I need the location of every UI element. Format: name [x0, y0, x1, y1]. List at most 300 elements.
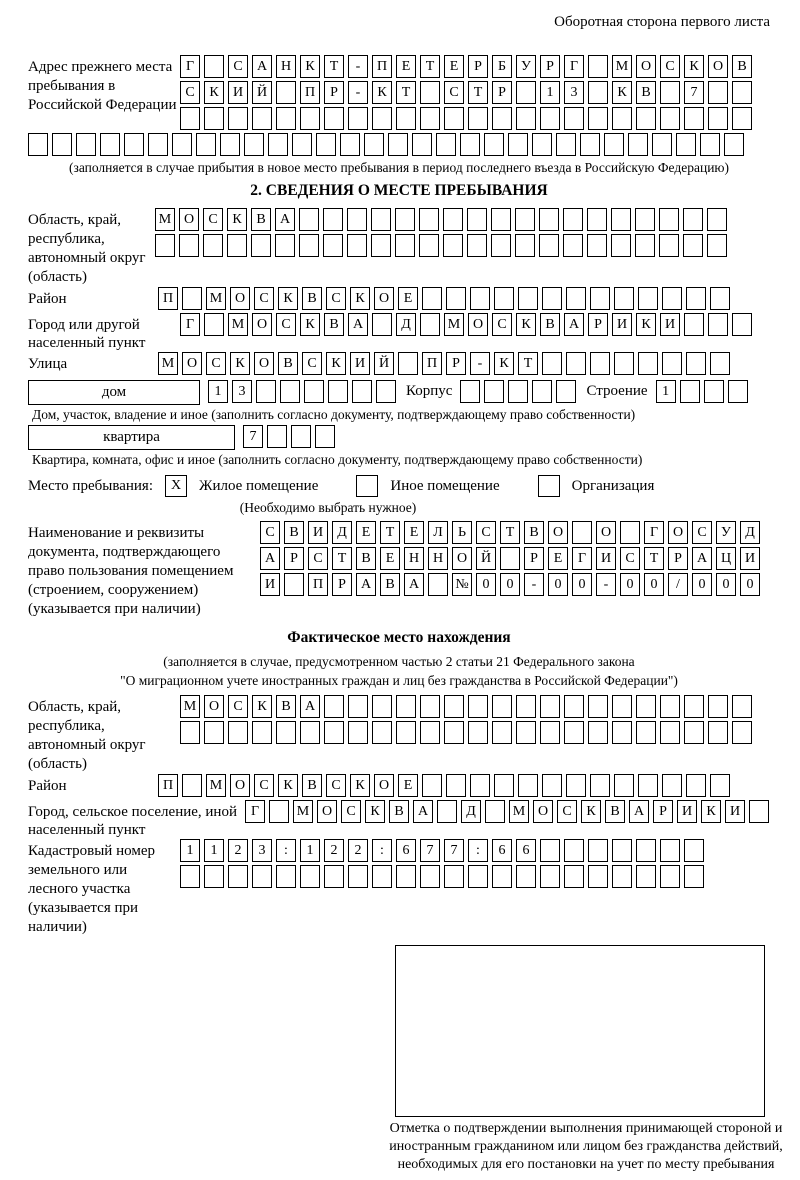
char-box[interactable]: [542, 287, 562, 310]
char-box[interactable]: [252, 721, 272, 744]
char-box[interactable]: [662, 774, 682, 797]
char-box[interactable]: Г: [564, 55, 584, 78]
char-box[interactable]: [276, 81, 296, 104]
char-box[interactable]: 1: [300, 839, 320, 862]
char-box[interactable]: К: [350, 287, 370, 310]
char-box[interactable]: [566, 352, 586, 375]
char-box[interactable]: [204, 721, 224, 744]
char-box[interactable]: [614, 774, 634, 797]
char-box[interactable]: [420, 721, 440, 744]
char-box[interactable]: [564, 839, 584, 862]
char-box[interactable]: [564, 865, 584, 888]
char-box[interactable]: К: [278, 287, 298, 310]
char-box[interactable]: [396, 107, 416, 130]
char-box[interactable]: [491, 208, 511, 231]
char-box[interactable]: М: [509, 800, 529, 823]
char-box[interactable]: [340, 133, 360, 156]
char-box[interactable]: [652, 133, 672, 156]
char-box[interactable]: М: [180, 695, 200, 718]
char-box[interactable]: [328, 380, 348, 403]
house-type-cell[interactable]: дом: [28, 380, 200, 405]
char-box[interactable]: [412, 133, 432, 156]
char-box[interactable]: [660, 839, 680, 862]
char-box[interactable]: А: [252, 55, 272, 78]
char-box[interactable]: Р: [284, 547, 304, 570]
char-box[interactable]: Д: [461, 800, 481, 823]
char-box[interactable]: [372, 721, 392, 744]
char-box[interactable]: [580, 133, 600, 156]
cadastre-row-1[interactable]: [180, 839, 770, 862]
char-box[interactable]: [539, 208, 559, 231]
char-box[interactable]: [662, 287, 682, 310]
char-box[interactable]: [542, 352, 562, 375]
char-box[interactable]: Р: [668, 547, 688, 570]
char-box[interactable]: [428, 573, 448, 596]
char-box[interactable]: [532, 133, 552, 156]
char-box[interactable]: -: [470, 352, 490, 375]
char-box[interactable]: [444, 721, 464, 744]
char-box[interactable]: [638, 352, 658, 375]
actual-region-row-2[interactable]: [180, 721, 770, 744]
char-box[interactable]: И: [308, 521, 328, 544]
char-box[interactable]: А: [413, 800, 433, 823]
char-box[interactable]: [315, 425, 335, 448]
char-box[interactable]: [660, 107, 680, 130]
char-box[interactable]: [508, 133, 528, 156]
char-box[interactable]: [291, 425, 311, 448]
char-box[interactable]: Р: [492, 81, 512, 104]
char-box[interactable]: А: [260, 547, 280, 570]
char-box[interactable]: П: [422, 352, 442, 375]
prev-address-row-2[interactable]: [180, 81, 770, 104]
char-box[interactable]: :: [276, 839, 296, 862]
char-box[interactable]: [659, 208, 679, 231]
char-box[interactable]: С: [254, 287, 274, 310]
char-box[interactable]: И: [612, 313, 632, 336]
char-box[interactable]: О: [182, 352, 202, 375]
char-box[interactable]: [467, 208, 487, 231]
char-box[interactable]: [172, 133, 192, 156]
char-box[interactable]: [612, 107, 632, 130]
char-box[interactable]: Й: [476, 547, 496, 570]
char-box[interactable]: Й: [252, 81, 272, 104]
char-box[interactable]: [203, 234, 223, 257]
char-box[interactable]: Е: [444, 55, 464, 78]
char-box[interactable]: [155, 234, 175, 257]
char-box[interactable]: [614, 287, 634, 310]
char-box[interactable]: [179, 234, 199, 257]
char-box[interactable]: 6: [396, 839, 416, 862]
char-box[interactable]: С: [444, 81, 464, 104]
char-box[interactable]: М: [444, 313, 464, 336]
char-box[interactable]: У: [716, 521, 736, 544]
char-box[interactable]: Е: [396, 55, 416, 78]
char-box[interactable]: [76, 133, 96, 156]
char-box[interactable]: Р: [540, 55, 560, 78]
char-box[interactable]: В: [389, 800, 409, 823]
char-box[interactable]: К: [227, 208, 247, 231]
char-box[interactable]: [460, 380, 480, 403]
char-box[interactable]: Д: [740, 521, 760, 544]
document-row-3[interactable]: [260, 573, 770, 596]
char-box[interactable]: С: [660, 55, 680, 78]
char-box[interactable]: [316, 133, 336, 156]
char-box[interactable]: Б: [492, 55, 512, 78]
char-box[interactable]: [684, 839, 704, 862]
char-box[interactable]: [28, 133, 48, 156]
char-box[interactable]: А: [356, 573, 376, 596]
char-box[interactable]: Р: [446, 352, 466, 375]
char-box[interactable]: [492, 865, 512, 888]
cadastre-row-2[interactable]: [180, 865, 770, 888]
char-box[interactable]: [124, 133, 144, 156]
char-box[interactable]: [300, 865, 320, 888]
char-box[interactable]: П: [372, 55, 392, 78]
char-box[interactable]: М: [158, 352, 178, 375]
char-box[interactable]: [227, 234, 247, 257]
char-box[interactable]: В: [278, 352, 298, 375]
char-box[interactable]: [686, 352, 706, 375]
char-box[interactable]: Т: [518, 352, 538, 375]
char-box[interactable]: С: [476, 521, 496, 544]
char-box[interactable]: [708, 81, 728, 104]
char-box[interactable]: 0: [476, 573, 496, 596]
char-box[interactable]: [684, 865, 704, 888]
char-box[interactable]: 7: [420, 839, 440, 862]
char-box[interactable]: [348, 107, 368, 130]
char-box[interactable]: И: [596, 547, 616, 570]
char-box[interactable]: Й: [374, 352, 394, 375]
char-box[interactable]: [468, 695, 488, 718]
char-box[interactable]: [300, 721, 320, 744]
char-box[interactable]: И: [350, 352, 370, 375]
char-box[interactable]: -: [348, 81, 368, 104]
char-box[interactable]: /: [668, 573, 688, 596]
char-box[interactable]: [684, 107, 704, 130]
char-box[interactable]: [732, 81, 752, 104]
char-box[interactable]: [749, 800, 769, 823]
char-box[interactable]: [491, 234, 511, 257]
char-box[interactable]: Е: [356, 521, 376, 544]
char-box[interactable]: [436, 133, 456, 156]
char-box[interactable]: П: [158, 774, 178, 797]
char-box[interactable]: С: [692, 521, 712, 544]
char-box[interactable]: Г: [245, 800, 265, 823]
char-box[interactable]: И: [660, 313, 680, 336]
char-box[interactable]: [732, 107, 752, 130]
char-box[interactable]: А: [275, 208, 295, 231]
char-box[interactable]: [588, 107, 608, 130]
stroenie-boxes[interactable]: [656, 380, 752, 403]
char-box[interactable]: [304, 380, 324, 403]
char-box[interactable]: В: [302, 774, 322, 797]
char-box[interactable]: [228, 107, 248, 130]
char-box[interactable]: [515, 234, 535, 257]
char-box[interactable]: [244, 133, 264, 156]
char-box[interactable]: В: [324, 313, 344, 336]
char-box[interactable]: [276, 107, 296, 130]
char-box[interactable]: К: [300, 55, 320, 78]
char-box[interactable]: [540, 721, 560, 744]
char-box[interactable]: [516, 81, 536, 104]
char-box[interactable]: [660, 865, 680, 888]
char-box[interactable]: №: [452, 573, 472, 596]
char-box[interactable]: А: [692, 547, 712, 570]
char-box[interactable]: Р: [332, 573, 352, 596]
char-box[interactable]: [182, 287, 202, 310]
char-box[interactable]: Р: [524, 547, 544, 570]
char-box[interactable]: [515, 208, 535, 231]
char-box[interactable]: К: [365, 800, 385, 823]
char-box[interactable]: В: [284, 521, 304, 544]
char-box[interactable]: Г: [644, 521, 664, 544]
char-box[interactable]: [683, 208, 703, 231]
char-box[interactable]: [564, 695, 584, 718]
char-box[interactable]: С: [180, 81, 200, 104]
char-box[interactable]: 1: [204, 839, 224, 862]
char-box[interactable]: [588, 695, 608, 718]
char-box[interactable]: В: [732, 55, 752, 78]
char-box[interactable]: [420, 695, 440, 718]
char-box[interactable]: В: [380, 573, 400, 596]
char-box[interactable]: [540, 107, 560, 130]
char-box[interactable]: И: [260, 573, 280, 596]
char-box[interactable]: [252, 865, 272, 888]
char-box[interactable]: [422, 287, 442, 310]
char-box[interactable]: 3: [232, 380, 252, 403]
char-box[interactable]: [324, 865, 344, 888]
char-box[interactable]: О: [230, 287, 250, 310]
char-box[interactable]: [540, 839, 560, 862]
char-box[interactable]: [587, 208, 607, 231]
char-box[interactable]: О: [668, 521, 688, 544]
char-box[interactable]: [492, 695, 512, 718]
char-box[interactable]: К: [326, 352, 346, 375]
actual-district-row[interactable]: [158, 774, 770, 797]
char-box[interactable]: К: [494, 352, 514, 375]
char-box[interactable]: О: [548, 521, 568, 544]
char-box[interactable]: [492, 721, 512, 744]
prev-address-row-overflow[interactable]: [28, 133, 770, 156]
char-box[interactable]: [276, 721, 296, 744]
char-box[interactable]: Г: [180, 55, 200, 78]
char-box[interactable]: 0: [548, 573, 568, 596]
char-box[interactable]: [323, 234, 343, 257]
char-box[interactable]: [256, 380, 276, 403]
char-box[interactable]: [518, 287, 538, 310]
char-box[interactable]: [268, 133, 288, 156]
char-box[interactable]: В: [605, 800, 625, 823]
char-box[interactable]: [572, 521, 592, 544]
char-box[interactable]: [684, 695, 704, 718]
char-box[interactable]: К: [516, 313, 536, 336]
char-box[interactable]: [590, 774, 610, 797]
char-box[interactable]: [388, 133, 408, 156]
char-box[interactable]: [563, 234, 583, 257]
char-box[interactable]: [204, 313, 224, 336]
char-box[interactable]: 0: [644, 573, 664, 596]
char-box[interactable]: [228, 721, 248, 744]
char-box[interactable]: [267, 425, 287, 448]
char-box[interactable]: [347, 208, 367, 231]
char-box[interactable]: [587, 234, 607, 257]
char-box[interactable]: В: [524, 521, 544, 544]
char-box[interactable]: [707, 234, 727, 257]
char-box[interactable]: 3: [252, 839, 272, 862]
char-box[interactable]: [708, 695, 728, 718]
char-box[interactable]: К: [701, 800, 721, 823]
char-box[interactable]: [468, 865, 488, 888]
char-box[interactable]: 7: [684, 81, 704, 104]
char-box[interactable]: Ц: [716, 547, 736, 570]
char-box[interactable]: [252, 107, 272, 130]
char-box[interactable]: [292, 133, 312, 156]
char-box[interactable]: [228, 865, 248, 888]
char-box[interactable]: [662, 352, 682, 375]
char-box[interactable]: К: [581, 800, 601, 823]
prev-address-row-3[interactable]: [180, 107, 770, 130]
char-box[interactable]: Г: [572, 547, 592, 570]
char-box[interactable]: С: [341, 800, 361, 823]
char-box[interactable]: О: [252, 313, 272, 336]
char-box[interactable]: [485, 800, 505, 823]
char-box[interactable]: Р: [324, 81, 344, 104]
char-box[interactable]: Н: [404, 547, 424, 570]
checkbox-other-premises[interactable]: [356, 475, 378, 497]
char-box[interactable]: А: [348, 313, 368, 336]
char-box[interactable]: [636, 695, 656, 718]
char-box[interactable]: [588, 865, 608, 888]
char-box[interactable]: [395, 208, 415, 231]
char-box[interactable]: [443, 208, 463, 231]
char-box[interactable]: [372, 865, 392, 888]
char-box[interactable]: [396, 695, 416, 718]
char-box[interactable]: Р: [468, 55, 488, 78]
char-box[interactable]: [299, 234, 319, 257]
char-box[interactable]: С: [254, 774, 274, 797]
char-box[interactable]: К: [612, 81, 632, 104]
char-box[interactable]: [700, 133, 720, 156]
prev-address-row-1[interactable]: [180, 55, 770, 78]
char-box[interactable]: [588, 721, 608, 744]
char-box[interactable]: [348, 865, 368, 888]
char-box[interactable]: [494, 774, 514, 797]
char-box[interactable]: [707, 208, 727, 231]
char-box[interactable]: Т: [324, 55, 344, 78]
char-box[interactable]: М: [155, 208, 175, 231]
char-box[interactable]: [564, 721, 584, 744]
char-box[interactable]: С: [620, 547, 640, 570]
char-box[interactable]: [683, 234, 703, 257]
region-row-2[interactable]: [155, 234, 770, 257]
char-box[interactable]: [732, 313, 752, 336]
char-box[interactable]: [566, 287, 586, 310]
char-box[interactable]: [419, 208, 439, 231]
char-box[interactable]: С: [276, 313, 296, 336]
char-box[interactable]: [732, 721, 752, 744]
char-box[interactable]: [612, 721, 632, 744]
char-box[interactable]: [376, 380, 396, 403]
char-box[interactable]: [52, 133, 72, 156]
char-box[interactable]: [636, 839, 656, 862]
char-box[interactable]: [724, 133, 744, 156]
char-box[interactable]: [467, 234, 487, 257]
char-box[interactable]: [659, 234, 679, 257]
char-box[interactable]: [611, 234, 631, 257]
char-box[interactable]: [276, 865, 296, 888]
char-box[interactable]: К: [278, 774, 298, 797]
char-box[interactable]: [518, 774, 538, 797]
char-box[interactable]: [251, 234, 271, 257]
char-box[interactable]: Т: [500, 521, 520, 544]
city-row[interactable]: [180, 313, 770, 336]
char-box[interactable]: К: [204, 81, 224, 104]
char-box[interactable]: [680, 380, 700, 403]
char-box[interactable]: 0: [500, 573, 520, 596]
char-box[interactable]: [708, 107, 728, 130]
char-box[interactable]: [566, 774, 586, 797]
char-box[interactable]: О: [596, 521, 616, 544]
char-box[interactable]: О: [230, 774, 250, 797]
actual-region-row-1[interactable]: [180, 695, 770, 718]
char-box[interactable]: [638, 774, 658, 797]
char-box[interactable]: [437, 800, 457, 823]
char-box[interactable]: [588, 81, 608, 104]
char-box[interactable]: 1: [208, 380, 228, 403]
char-box[interactable]: А: [404, 573, 424, 596]
char-box[interactable]: [396, 721, 416, 744]
char-box[interactable]: [556, 380, 576, 403]
char-box[interactable]: О: [179, 208, 199, 231]
char-box[interactable]: Е: [398, 774, 418, 797]
char-box[interactable]: Ь: [452, 521, 472, 544]
char-box[interactable]: [516, 865, 536, 888]
char-box[interactable]: [516, 721, 536, 744]
char-box[interactable]: [611, 208, 631, 231]
char-box[interactable]: [347, 234, 367, 257]
char-box[interactable]: 0: [740, 573, 760, 596]
char-box[interactable]: 3: [564, 81, 584, 104]
char-box[interactable]: М: [206, 774, 226, 797]
char-box[interactable]: Т: [380, 521, 400, 544]
char-box[interactable]: [323, 208, 343, 231]
char-box[interactable]: Е: [398, 287, 418, 310]
char-box[interactable]: Л: [428, 521, 448, 544]
char-box[interactable]: 2: [228, 839, 248, 862]
char-box[interactable]: М: [612, 55, 632, 78]
char-box[interactable]: Т: [396, 81, 416, 104]
char-box[interactable]: О: [254, 352, 274, 375]
char-box[interactable]: В: [251, 208, 271, 231]
char-box[interactable]: [635, 234, 655, 257]
char-box[interactable]: Е: [548, 547, 568, 570]
char-box[interactable]: [420, 81, 440, 104]
checkbox-residential[interactable]: X: [165, 475, 187, 497]
char-box[interactable]: [324, 721, 344, 744]
char-box[interactable]: 1: [180, 839, 200, 862]
char-box[interactable]: 1: [656, 380, 676, 403]
char-box[interactable]: [532, 380, 552, 403]
char-box[interactable]: [324, 695, 344, 718]
korpus-boxes[interactable]: [460, 380, 580, 403]
char-box[interactable]: :: [468, 839, 488, 862]
char-box[interactable]: [364, 133, 384, 156]
char-box[interactable]: [614, 352, 634, 375]
char-box[interactable]: [148, 133, 168, 156]
char-box[interactable]: С: [228, 695, 248, 718]
char-box[interactable]: Р: [653, 800, 673, 823]
char-box[interactable]: С: [308, 547, 328, 570]
